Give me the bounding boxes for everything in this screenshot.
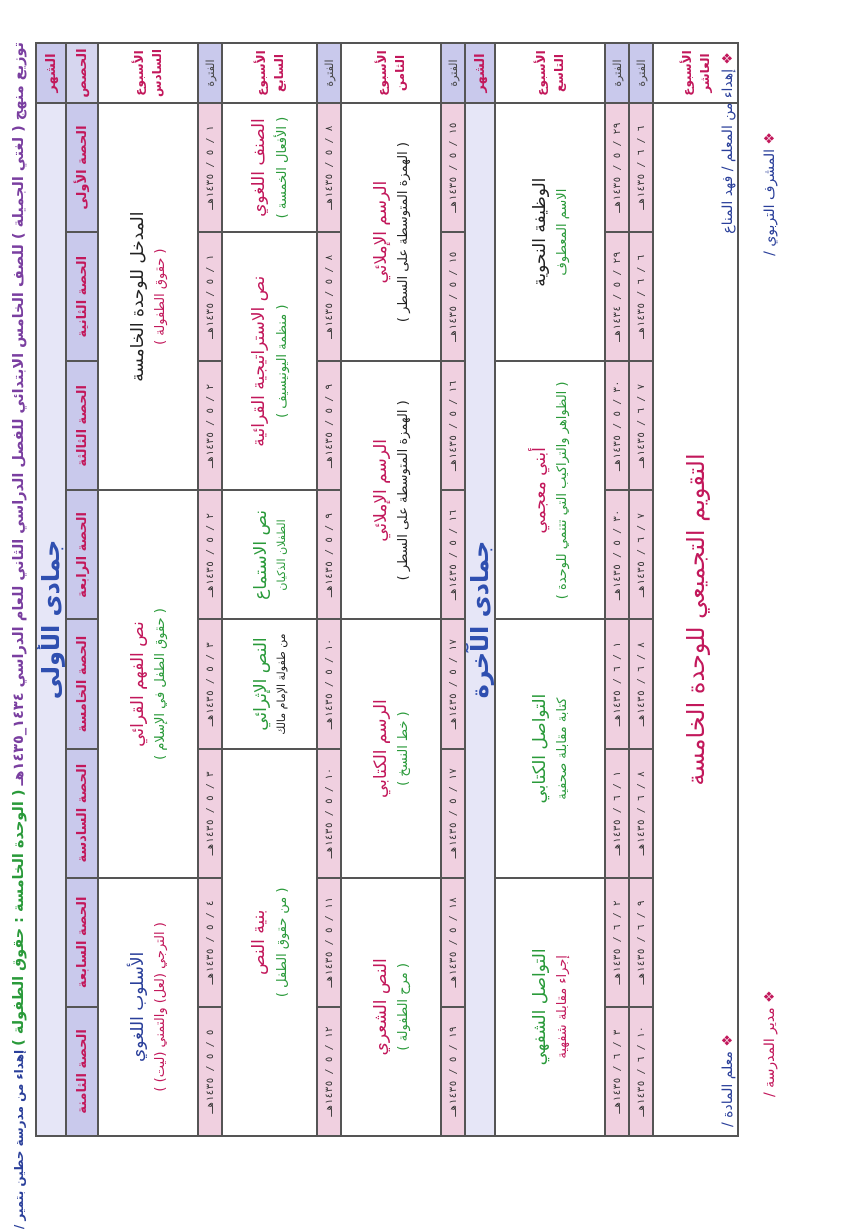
principal: ❖ مدير المدرسة /: [762, 990, 778, 1097]
dates-row: [441, 43, 465, 1136]
date-cell: ٤ / ٥ / ١٤٣٥هـ: [198, 878, 222, 1007]
date-cell: ٨ / ٥ / ١٤٣٥هـ: [317, 232, 341, 361]
date-cell: ٧ / ٦ / ١٤٣٥هـ: [629, 361, 653, 490]
lesson-cell: النص الشعري ( مرح الطفولة ): [341, 878, 441, 1136]
supervisor: ❖ المشرف التربوي /: [762, 132, 778, 256]
school-credit: إهداء من مدرسة حطين بتمير /: [12, 1049, 26, 1229]
dates-row: [198, 43, 222, 1136]
date-cell: ٣٠ / ٥ / ١٤٣٥هـ: [605, 361, 629, 490]
lesson-cell: التواصل الكتابي كتابة مقابلة صحفية: [495, 620, 605, 878]
date-cell: ١٠ / ٦ / ١٤٣٥هـ: [629, 1007, 653, 1136]
period-header: الحصة الثامنة: [66, 1007, 98, 1136]
lesson-cell: الصنف اللغوي ( الأفعال الخمسة ): [222, 103, 317, 232]
page-title: توزيع منهج ( لغتي الجميلة ) للصف الخامس الابتدائي للفصل الدراسي الثاني للعام الدراسي ١٤٣٤_١٤٣٥هـ: [11, 42, 27, 786]
period-header: الحصة السادسة: [66, 749, 98, 878]
period-header: الحصة الخامسة: [66, 620, 98, 749]
month-name: جمادى الآخرة: [465, 103, 495, 1136]
week-row: [341, 43, 441, 1136]
page-header: [5, 42, 33, 1229]
date-cell: ٦ / ٦ / ١٤٣٥هـ: [629, 232, 653, 361]
date-cell: ٥ / ٥ / ١٤٣٥هـ: [198, 1007, 222, 1136]
date-cell: ٣٠ / ٥ / ١٤٣٥هـ: [605, 490, 629, 619]
date-cell: ٩ / ٦ / ١٤٣٥هـ: [629, 878, 653, 1007]
week-row: [222, 43, 317, 1136]
date-cell: ١٢ / ٥ / ١٤٣٥هـ: [317, 1007, 341, 1136]
periods-label: الحصص: [66, 43, 98, 103]
date-cell: ١٨ / ٥ / ١٤٣٥هـ: [441, 878, 465, 1007]
date-cell: ٢ / ٥ / ١٤٣٥هـ: [198, 361, 222, 490]
footer-row-2: [762, 42, 778, 1137]
date-cell: ١٥ / ٥ / ١٤٣٥هـ: [441, 103, 465, 232]
date-cell: ١٠ / ٥ / ١٤٣٥هـ: [317, 749, 341, 878]
date-cell: ٣ / ٦ / ١٤٣٥هـ: [605, 1007, 629, 1136]
date-cell: ٢٩ / ٥ / ١٤٣٤هـ: [605, 232, 629, 361]
date-cell: ٨ / ٦ / ١٤٣٥هـ: [629, 620, 653, 749]
date-cell: ٢ / ٦ / ١٤٣٥هـ: [605, 878, 629, 1007]
lesson-cell: التقويم التجميعي للوحدة الخامسة: [653, 103, 738, 1136]
lesson-cell: النص الإثرائي من طفولة الإمام مالك: [222, 620, 317, 749]
date-cell: ١٧ / ٥ / ١٤٣٥هـ: [441, 749, 465, 878]
lesson-cell: نص الاستراتيجية القرائية ( منظمة اليونيسيف ): [222, 232, 317, 490]
footer-row-1: [720, 42, 736, 1137]
date-cell: ٣ / ٥ / ١٤٣٥هـ: [198, 749, 222, 878]
subject-teacher: ❖ معلم المادة /: [720, 1034, 736, 1127]
date-cell: ١ / ٥ / ١٤٣٥هـ: [198, 232, 222, 361]
lesson-cell: بنية النص ( من حقوق الطفل ): [222, 749, 317, 1136]
date-cell: ٢٩ / ٥ / ١٤٣٥هـ: [605, 103, 629, 232]
date-cell: ١ / ٦ / ١٤٣٥هـ: [605, 749, 629, 878]
week-row: [98, 43, 198, 1136]
month-label: الشهر: [465, 43, 495, 103]
period-header: الحصة الثالثة: [66, 361, 98, 490]
signature-footer: [712, 42, 832, 1137]
date-cell: ١٦ / ٥ / ١٤٣٥هـ: [441, 490, 465, 619]
date-cell: ١٦ / ٥ / ١٤٣٥هـ: [441, 361, 465, 490]
month-row-2: [465, 43, 495, 1136]
week-label: الأسبوع السابع: [222, 43, 317, 103]
period-header: الحصة الثانية: [66, 232, 98, 361]
date-cell: ١٠ / ٥ / ١٤٣٥هـ: [317, 620, 341, 749]
date-label: الفترة: [441, 43, 465, 103]
lesson-cell: نص الاستماع الطفلان الذكيان: [222, 490, 317, 619]
week-label: الأسبوع التاسع: [495, 43, 605, 103]
dates-row: [629, 43, 653, 1136]
date-cell: ٧ / ٦ / ١٤٣٥هـ: [629, 490, 653, 619]
week-row: [495, 43, 605, 1136]
lesson-cell: نص الفهم القرائي ( حقوق الطفل في الإسلام ): [98, 490, 198, 877]
date-cell: ٦ / ٦ / ١٤٣٥هـ: [629, 103, 653, 232]
date-cell: ٣ / ٥ / ١٤٣٥هـ: [198, 620, 222, 749]
teacher-credit: ❖ إهداء من المعلم / فهد المناع: [720, 52, 736, 234]
week-label: الأسبوع السادس: [98, 43, 198, 103]
date-label: الفترة: [198, 43, 222, 103]
date-cell: ١ / ٦ / ١٤٣٥هـ: [605, 620, 629, 749]
unit-title: ( الوحدة الخامسة : حقوق الطفولة ): [11, 789, 27, 1046]
month-row-1: [36, 43, 66, 1136]
date-label: الفترة: [629, 43, 653, 103]
week-label: الأسبوع الثامن: [341, 43, 441, 103]
date-cell: ٨ / ٦ / ١٤٣٥هـ: [629, 749, 653, 878]
date-cell: ٩ / ٥ / ١٤٣٥هـ: [317, 361, 341, 490]
date-cell: ١٩ / ٥ / ١٤٣٥هـ: [441, 1007, 465, 1136]
month-label: الشهر: [36, 43, 66, 103]
lesson-cell: الرسم الكتابي ( خط النسخ ): [341, 620, 441, 878]
date-cell: ٨ / ٥ / ١٤٣٥هـ: [317, 103, 341, 232]
date-cell: ٢ / ٥ / ١٤٣٥هـ: [198, 490, 222, 619]
date-cell: ١٧ / ٥ / ١٤٣٥هـ: [441, 620, 465, 749]
dates-row: [605, 43, 629, 1136]
period-header: الحصة السابعة: [66, 878, 98, 1007]
period-header: الحصة الأولى: [66, 103, 98, 232]
date-cell: ١ / ٥ / ١٤٣٥هـ: [198, 103, 222, 232]
date-cell: ٩ / ٥ / ١٤٣٥هـ: [317, 490, 341, 619]
month-name: جمادى الأولى: [36, 103, 66, 1136]
lesson-cell: الأسلوب اللغوي ( الترجي (لعل) والتمني (ليت) ): [98, 878, 198, 1136]
date-label: الفترة: [605, 43, 629, 103]
date-cell: ١٥ / ٥ / ١٤٣٥هـ: [441, 232, 465, 361]
period-header: الحصة الرابعة: [66, 490, 98, 619]
dates-row: [317, 43, 341, 1136]
periods-header-row: [66, 43, 98, 1136]
lesson-cell: الرسم الإملائي ( الهمزة المتوسطة على السطر ): [341, 361, 441, 619]
date-label: الفترة: [317, 43, 341, 103]
lesson-cell: أبني معجمي ( الظواهر والتراكيب التي تتنمي للوحدة ): [495, 361, 605, 619]
week-label: الأسبوع العاشر: [653, 43, 738, 103]
lesson-cell: الوظيفة النحوية الاسم المعطوف: [495, 103, 605, 361]
lesson-cell: الرسم الإملائي ( الهمزة المتوسطة على السطر ): [341, 103, 441, 361]
lesson-cell: التواصل الشفهي إجراء مقابلة شفهية: [495, 878, 605, 1136]
lesson-cell: المدخل للوحدة الخامسة ( حقوق الطفولة ): [98, 103, 198, 490]
curriculum-table: [35, 42, 739, 1137]
date-cell: ١١ / ٥ / ١٤٣٥هـ: [317, 878, 341, 1007]
